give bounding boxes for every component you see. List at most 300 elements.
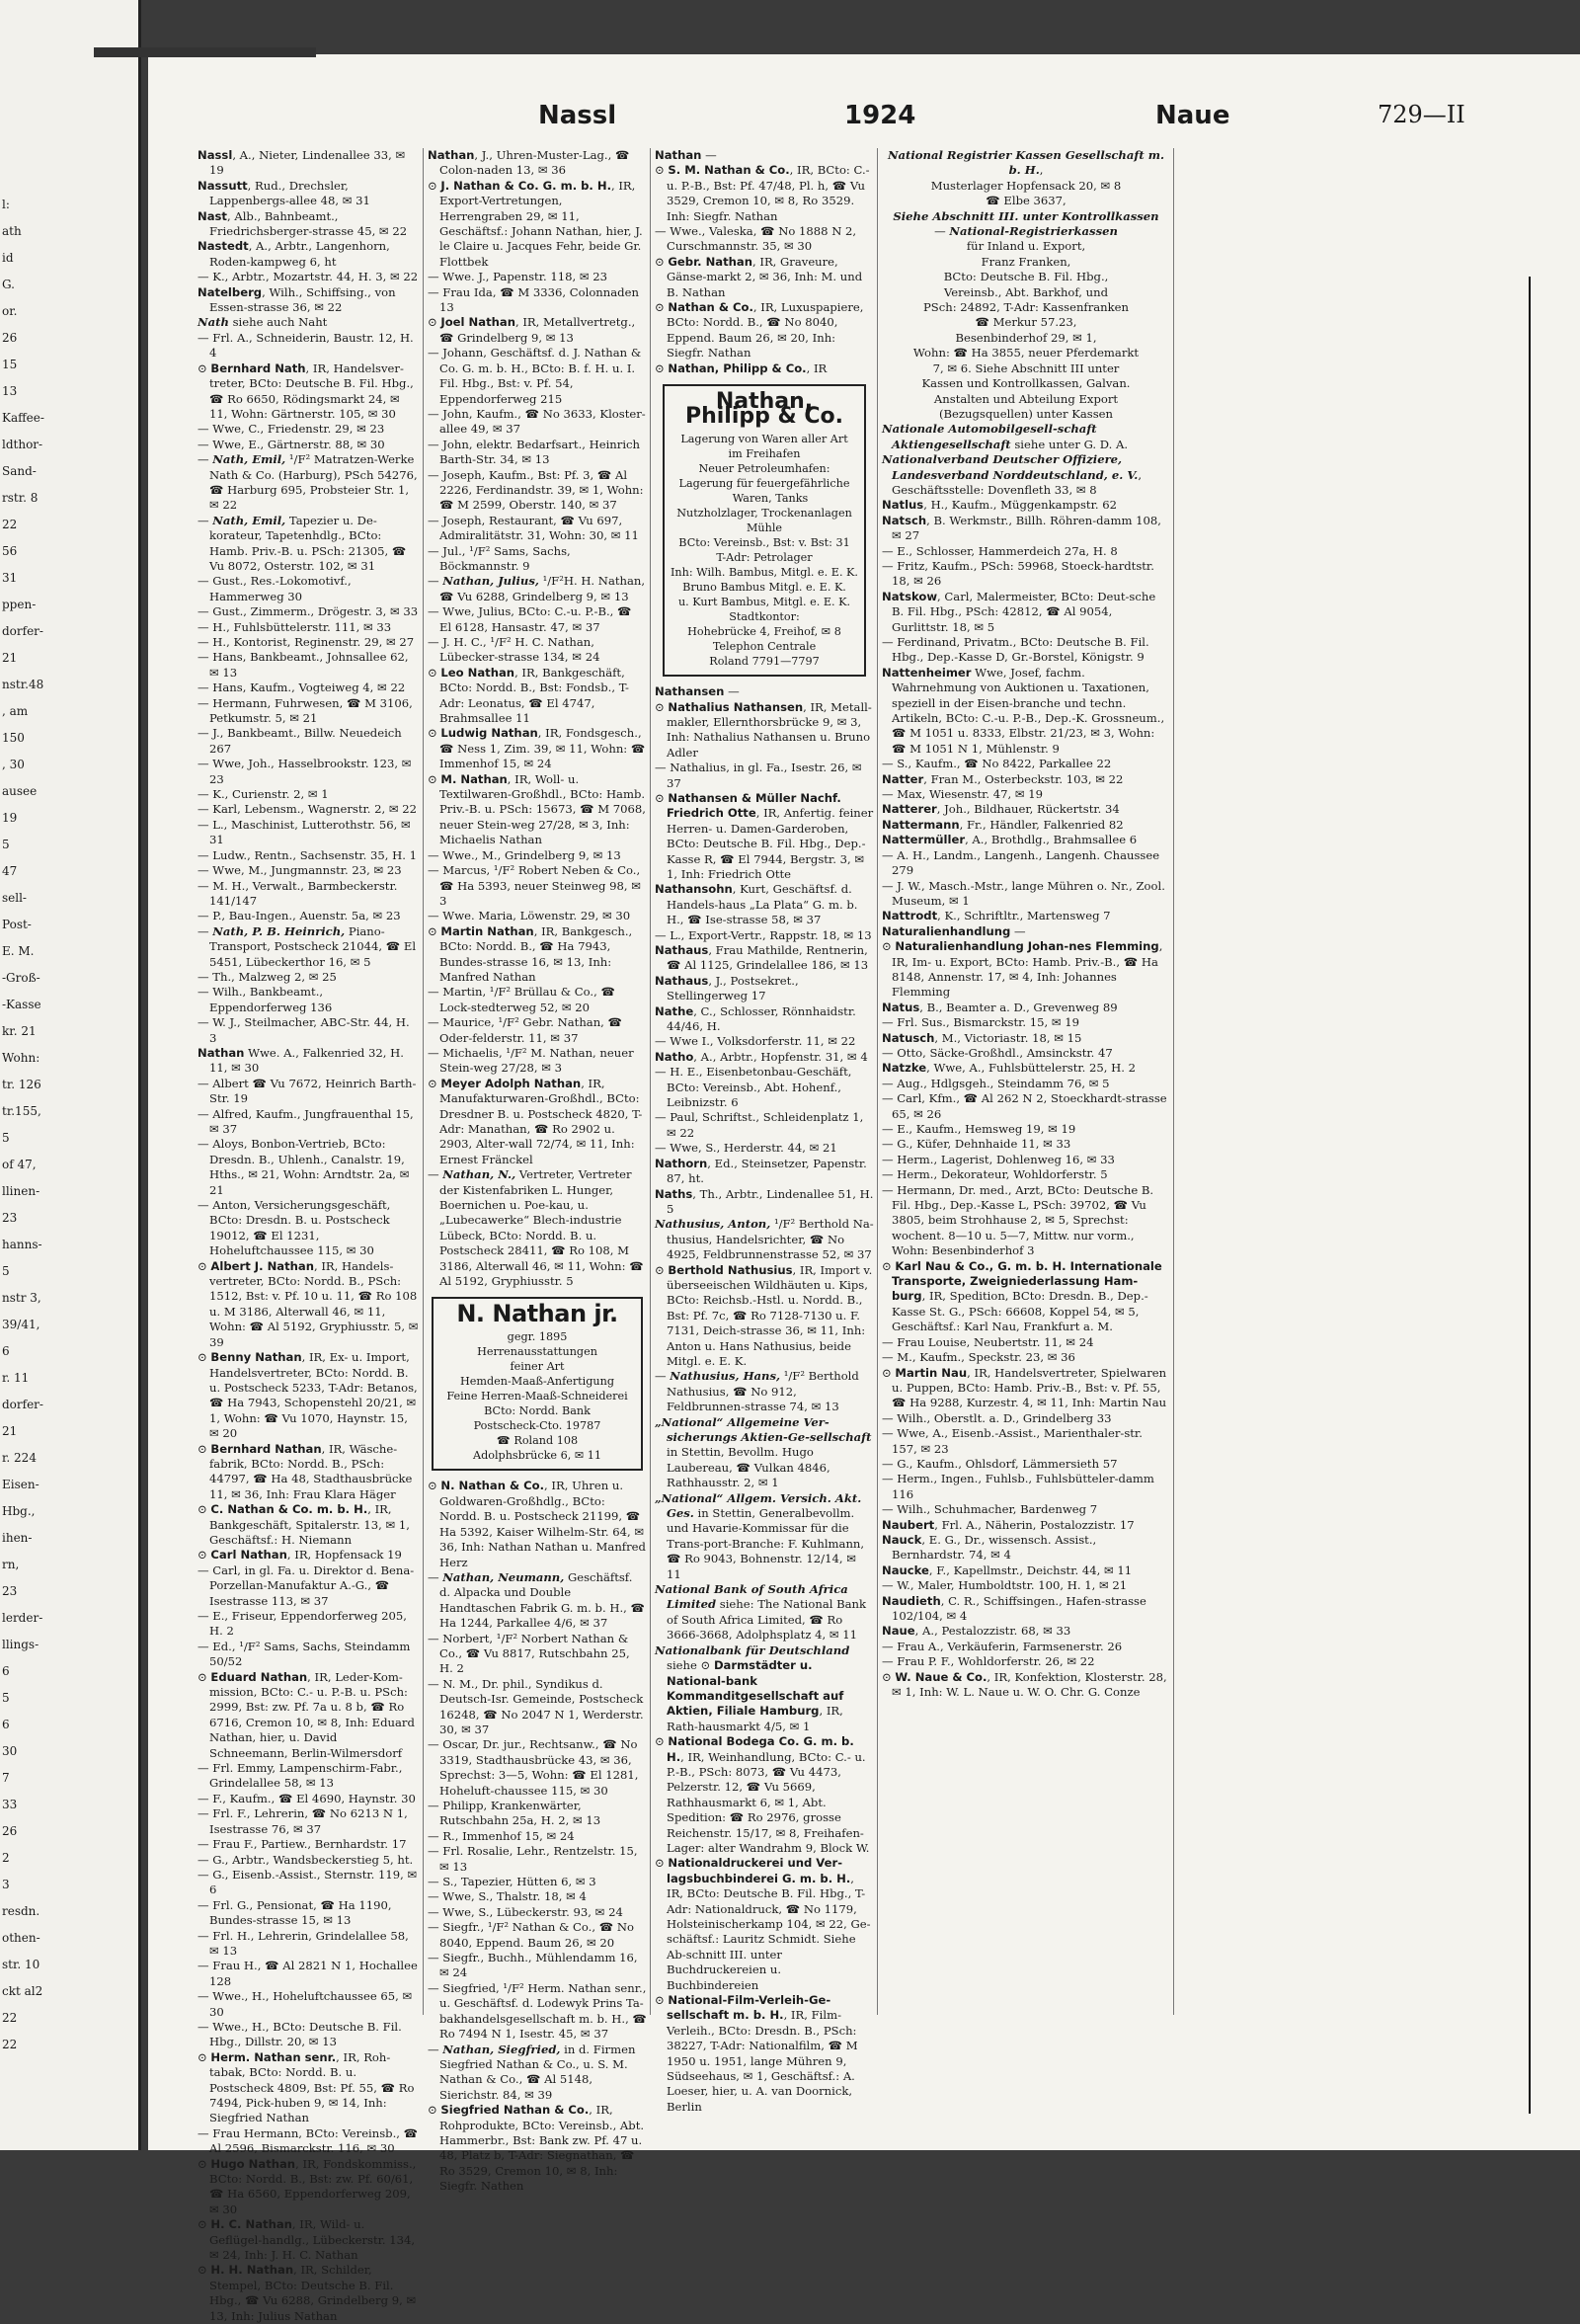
directory-entry: — Gust., Zimmerm., Drögestr. 3, ✉ 33 <box>198 604 419 619</box>
directory-entry: — Nathan, Siegfried, in d. Firmen Siegfried Nathan & Co., u. S. M. Nathan & Co., ☎ Al 5148, Sierichstr. 84, ✉ 39 <box>428 2042 636 2102</box>
prev-page-fragment: 2 <box>2 1851 10 1865</box>
directory-entry: — Ferdinand, Privatm., BCto: Deutsche B. Fil. Hbg., Dep.-Kasse D, Gr.-Borstel, Königstr. 9 <box>882 635 1149 665</box>
directory-entry: ⊙ Gebr. Nathan, IR, Graveure, Gänse-markt 2, ✉ 36, Inh: M. und B. Nathan <box>655 254 863 299</box>
directory-entry: — Wilh., Bankbeamt., Eppendorferweg 136 <box>198 985 333 1014</box>
directory-entry: — Wwe, S., Herderstr. 44, ✉ 21 <box>655 1141 837 1156</box>
directory-entry: — Anton, Versicherungsgeschäft, BCto: Dresdn. B. u. Postscheck 19012, ☎ El 1231, Hoheluftchaussee 115, ✉ 30 <box>198 1198 391 1258</box>
ad-line: Herrenausstattungen <box>477 1345 597 1359</box>
prev-page-fragment: lerder- <box>2 1611 43 1625</box>
prev-page-fragment: 22 <box>2 2011 18 2025</box>
directory-entry: — N. M., Dr. phil., Syndikus d. Deutsch-Isr. Gemeinde, Postscheck 16248, ☎ No 2047 N 1, Werderstr. 30, ✉ 37 <box>428 1676 644 1736</box>
directory-entry: — H. E., Eisenbetonbau-Geschäft, BCto: Vereinsb., Abt. Hohenf., Leibnizstr. 6 <box>655 1065 852 1110</box>
directory-entry: — Philipp, Krankenwärter, Rutschbahn 25a, H. 2, ✉ 13 <box>428 1799 601 1828</box>
directory-entry: — A. H., Landm., Langenh., Langenh. Chaussee 279 <box>882 847 1160 878</box>
directory-entry: ⊙ W. Naue & Co., IR, Konfektion, Klosterstr. 28, ✉ 1, Inh: W. L. Naue u. W. O. Chr. G. Conze <box>882 1669 1167 1700</box>
prev-page-fragment: 5 <box>2 1691 10 1705</box>
prev-page-fragment: 23 <box>2 1584 18 1598</box>
directory-entry: ⊙ Hugo Nathan, IR, Fondskommiss., BCto: Nordd. B., Bst: zw. Pf. 60/61, ☎ Ha 6560, Eppendorferweg 209, ✉ 30 <box>198 2156 417 2216</box>
prev-page-fragment: 21 <box>2 1424 18 1438</box>
directory-entry: ⊙ Nationaldruckerei und Ver-lagsbuchbinderei G. m. b. H., IR, BCto: Deutsche B. Fil. Hbg., T-Adr: Nationaldruck, ☎ No 1179, Holsteinischerkamp 104, ✉ 22, Ge-schäftsf.: Lauritz Schmidt. Siehe Ab-schnitt III. unter Buchdruckereien u. Buchbindereien <box>655 1856 871 1992</box>
directory-entry: — Frau Hermann, BCto: Vereinsb., ☎ Al 2596, Bismarckstr. 116, ✉ 30 <box>198 2125 419 2156</box>
directory-entry: — Wwe I., Volksdorferstr. 11, ✉ 22 <box>655 1034 856 1049</box>
directory-entry: — Nathan, N., Vertreter, Vertreter der Kistenfabriken L. Hunger, Boernichen u. Poe-kau, u. „Lubecawerke“ Blech-industrie Lübeck, BCto: Nordd. B. u. Postscheck 28411, ☎ Ro 108, M 3186, Alterwall 46, ✉ 11, Wohn: ☎ Al 5192, Gryphiusstr. 5 <box>428 1167 644 1289</box>
directory-entry: — E., Friseur, Eppendorferweg 205, H. 2 <box>198 1609 407 1639</box>
prev-page-fragment: 30 <box>2 1744 18 1758</box>
column-divider <box>877 148 878 2015</box>
directory-entry: — Siegfr., ¹/F² Nathan & Co., ☎ No 8040, Eppend. Baum 26, ✉ 20 <box>428 1920 634 1950</box>
directory-entry: Natskow, Carl, Malermeister, BCto: Deut-sche B. Fil. Hbg., PSch: 42812, ☎ Al 9054, Gurlittstr. 18, ✉ 5 <box>882 589 1156 634</box>
directory-entry: ⊙ National Bodega Co. G. m. b. H., IR, Weinhandlung, BCto: C.- u. P.-B., PSch: 8073, ☎ Vu 4473, Pelzerstr. 12, ☎ Vu 5669, Rathhausmarkt 6, ✉ 1, Abt. Spedition: ☎ Ro 2976, grosse Reichenstr. 15/17, ✉ 8, Freihafen-Lager: alter Wandrahm 9, Block W. <box>655 1734 870 1855</box>
directory-entry: Nattenheimer Wwe, Josef, fachm. Wahrnehmung von Auktionen u. Taxationen, speziell in der Eisen-branche und techn. Artikeln, BCto: C.-u. P.-B., Dep.-K. Grossneum., ☎ M 1051 u. 8333, Elbstr. 21/23, ✉ 3, Wohn: ☎ M 1051 N 1, Mühlenstr. 9 <box>882 665 1165 756</box>
ad-line: feiner Art <box>510 1360 565 1374</box>
page-top-rule <box>94 47 316 57</box>
directory-entry: Nathansohn, Kurt, Geschäftsf. d. Handels-haus „La Plata“ G. m. b. H., ☎ Ise-strasse 58, ✉ 37 <box>655 882 858 927</box>
directory-entry: Nathan Wwe. A., Falkenried 32, H. 11, ✉ 30 <box>198 1045 404 1076</box>
directory-entry: — Wwe. Maria, Löwenstr. 29, ✉ 30 <box>428 909 631 923</box>
previous-page-edge <box>0 0 141 2150</box>
directory-entry: — Carl, in gl. Fa. u. Direktor d. Bena-Porzellan-Manufaktur A.-G., ☎ Isestrasse 113, ✉ 37 <box>198 1563 415 1608</box>
header-first-entry: Nassl <box>538 101 617 130</box>
directory-entry: — S., Tapezier, Hütten 6, ✉ 3 <box>428 1875 596 1889</box>
prev-page-fragment: ldthor- <box>2 438 43 451</box>
directory-entry: ⊙ Nathan, Philipp & Co., IR <box>655 361 828 375</box>
directory-entry: Franz Franken, <box>981 254 1071 269</box>
directory-entry: ⊙ Nathan & Co., IR, Luxuspapiere, BCto: Nordd. B., ☎ No 8040, Eppend. Baum 26, ✉ 20, Inh: Siegfr. Nathan <box>655 300 864 361</box>
directory-entry: Nassutt, Rud., Drechsler, Lappenbergs-allee 48, ✉ 31 <box>198 178 370 208</box>
directory-entry: Besenbinderhof 29, ✉ 1, <box>955 330 1097 345</box>
directory-entry: ⊙ Martin Nau, IR, Handelsvertreter, Spielwaren u. Puppen, BCto: Hamb. Priv.-B., Bst: v. Pf. 55, ☎ Ha 9288, Kurzestr. 4, ✉ 11, Inh: Martin Nau <box>882 1365 1167 1410</box>
directory-entry: — G., Eisenb.-Assist., Sternstr. 119, ✉ 6 <box>198 1867 418 1897</box>
directory-entry: Nathan — <box>655 148 717 162</box>
ad-line: Mühle <box>746 521 783 535</box>
directory-entry: — Albert ☎ Vu 7672, Heinrich Barth-Str. 19 <box>198 1076 417 1106</box>
directory-entry: — Wwe., H., Hoheluftchaussee 65, ✉ 30 <box>198 1989 413 2019</box>
prev-page-fragment: -Kasse <box>2 998 41 1011</box>
directory-entry: Kassen und Kontrollkassen, Galvan. <box>921 376 1131 391</box>
prev-page-fragment: ihen- <box>2 1531 33 1545</box>
directory-entry: ⊙ H. C. Nathan, IR, Wild- u. Geflügel-handlg., Lübeckerstr. 134, ✉ 24, Inh: J. H. C. Nathan <box>198 2217 416 2263</box>
directory-entry: ⊙ C. Nathan & Co. m. b. H., IR, Bankgeschäft, Spitalerstr. 13, ✉ 1, Geschäftsf.: H. Niemann <box>198 1502 410 1547</box>
directory-entry: — Frl. Emmy, Lampenschirm-Fabr., Grindelallee 58, ✉ 13 <box>198 1761 403 1791</box>
directory-entry: — Wilh., Oberstlt. a. D., Grindelberg 33 <box>882 1410 1112 1425</box>
directory-entry: — E., Schlosser, Hammerdeich 27a, H. 8 <box>882 543 1118 558</box>
directory-entry: Nattermüller, A., Brothdlg., Brahmsallee 6 <box>882 833 1138 847</box>
directory-entry: — Joseph, Kaufm., Bst: Pf. 3, ☎ Al 2226, Ferdinandstr. 39, ✉ 1, Wohn: ☎ M 2599, Oberstr. 140, ✉ 37 <box>428 467 644 513</box>
directory-entry: National Registrier Kassen Gesellschaft m. b. H., <box>887 148 1165 178</box>
directory-entry: — Maurice, ¹/F² Gebr. Nathan, ☎ Oder-felderstr. 11, ✉ 37 <box>428 1015 622 1045</box>
directory-entry: — E., Kaufm., Hemsweg 19, ✉ 19 <box>882 1122 1076 1136</box>
directory-entry: ⊙ H. H. Nathan, IR, Schilder, Stempel, BCto: Deutsche B. Fil. Hbg., ☎ Vu 6288, Grindelberg 9, ✉ 13, Inh: Julius Nathan <box>198 2263 417 2323</box>
page-edge-line <box>1529 277 1531 2114</box>
prev-page-fragment: -Groß- <box>2 971 40 985</box>
directory-entry: — Aug., Hdlgsgeh., Steindamm 76, ✉ 5 <box>882 1076 1110 1090</box>
prev-page-fragment: 26 <box>2 331 18 345</box>
prev-page-fragment: dorfer- <box>2 1398 43 1411</box>
directory-entry: Natusch, M., Victoriastr. 18, ✉ 15 <box>882 1030 1082 1045</box>
directory-entry: Nassl, A., Nieter, Lindenallee 33, ✉ 19 <box>198 148 406 178</box>
prev-page-fragment: 33 <box>2 1798 18 1811</box>
directory-entry: — Johann, Geschäftsf. d. J. Nathan & Co. G. m. b. H., BCto: B. f. H. u. I. Fil. Hbg., Bst: v. Pf. 54, Eppendorferweg 215 <box>428 346 642 406</box>
prev-page-fragment: , 30 <box>2 758 25 771</box>
directory-entry: — Wwe., H., BCto: Deutsche B. Fil. Hbg., Dillstr. 20, ✉ 13 <box>198 2019 402 2049</box>
directory-entry: ⊙ Joel Nathan, IR, Metallvertretg., ☎ Grindelberg 9, ✉ 13 <box>428 315 636 345</box>
directory-entry: — Herm., Ingen., Fuhlsb., Fuhlsbütteler-damm 116 <box>882 1472 1154 1501</box>
directory-entry: ⊙ Meyer Adolph Nathan, IR, Manufakturwaren-Großhdl., BCto: Dresdner B. u. Postscheck 4820, T-Adr: Manathan, ☎ Ro 2902 u. 2903, Alter-wall 72/74, ✉ 11, Inh: Ernest Fränckel <box>428 1076 643 1166</box>
directory-entry: ⊙ Benny Nathan, IR, Ex- u. Import, Handelsvertreter, BCto: Nordd. B. u. Postscheck 5233, T-Adr: Betanos, ☎ Ha 7943, Schopenstehl 20/21, ✉ 1, Wohn: ☎ Vu 1070, Haynstr. 15, ✉ 20 <box>198 1350 418 1441</box>
directory-entry: — Frau H., ☎ Al 2821 N 1, Hochallee 128 <box>198 1959 418 1988</box>
directory-entry: — Nath, Emil, ¹/F² Matratzen-Werke Nath & Co. (Harburg), PSch 54276, ☎ Harburg 695, Probsteier Str. 1, ✉ 22 <box>198 452 418 513</box>
prev-page-fragment: 22 <box>2 518 18 531</box>
directory-entry: — G., Kaufm., Ohlsdorf, Lämmersieth 57 <box>882 1456 1118 1471</box>
prev-page-fragment: ckt al2 <box>2 1984 43 1998</box>
ad-line: Postscheck-Cto. 19787 <box>473 1419 601 1433</box>
prev-page-fragment: Sand- <box>2 464 37 478</box>
directory-entry: Musterlager Hopfensack 20, ✉ 8 <box>930 178 1122 193</box>
prev-page-fragment: of 47, <box>2 1158 37 1171</box>
directory-entry: — Nath, P. B. Heinrich, Piano-Transport, Postscheck 21044, ☎ El 5451, Lübeckerthor 16, ✉ 5 <box>198 923 417 969</box>
directory-entry: — Frau Louise, Neubertstr. 11, ✉ 24 <box>882 1334 1094 1349</box>
directory-entry: Nationalbank für Deutschland siehe ⊙ Darmstädter u. National-bank Kommanditgesellschaft auf Aktien, Filiale Hamburg, IR, Rath-hausmarkt 4/5, ✉ 1 <box>655 1643 850 1733</box>
directory-entry: — National-Registrierkassen <box>934 224 1118 239</box>
directory-entry: Nattrodt, K., Schriftltr., Martensweg 7 <box>882 909 1111 923</box>
directory-entry: ⊙ Herm. Nathan senr., IR, Roh-tabak, BCto: Nordd. B. u. Postscheck 4809, Bst: Pf. 55, ☎ Ro 7494, Pick-huben 9, ✉ 14, Inh: Siegfried Nathan <box>198 2049 415 2125</box>
directory-entry: Natsch, B. Werkmstr., Billh. Röhren-damm 108, ✉ 27 <box>882 513 1161 543</box>
advertisement-n-nathan-jr <box>432 1297 643 1471</box>
directory-entry: Nationalverband Deutscher Offiziere, Landesverband Norddeutschland, e. V., Geschäftsstelle: Dovenfleth 33, ✉ 8 <box>882 452 1143 497</box>
ad-title: N. Nathan jr. <box>456 1300 618 1328</box>
directory-entry: — Nathan, Neumann, Geschäftsf. d. Alpacka und Double Handtaschen Fabrik G. m. b. H., ☎ Ha 1244, Parkallee 4/6, ✉ 37 <box>428 1569 645 1631</box>
prev-page-fragment: ath <box>2 224 22 238</box>
ad-line: Hemden-Maaß-Anfertigung <box>459 1375 614 1389</box>
prev-page-fragment: 15 <box>2 358 18 371</box>
directory-entry: Natus, B., Beamter a. D., Grevenweg 89 <box>882 1000 1118 1014</box>
prev-page-fragment: Wohn: <box>2 1051 40 1065</box>
prev-page-fragment: Post- <box>2 918 32 931</box>
prev-page-fragment: ausee <box>2 784 38 798</box>
directory-entry: — Frau P. F., Wohldorferstr. 26, ✉ 22 <box>882 1654 1095 1669</box>
prev-page-fragment: , am <box>2 704 29 718</box>
ad-line: T-Adr: Petrolager <box>716 551 813 565</box>
directory-entry: — Gust., Res.-Lokomotivf., Hammerweg 30 <box>198 574 352 603</box>
directory-entry: — Frl. Rosalie, Lehr., Rentzelstr. 15, ✉ 13 <box>428 1844 638 1874</box>
directory-entry: ☎ Merkur 57.23, <box>975 315 1077 330</box>
directory-entry: — J., Bankbeamt., Billw. Neuedeich 267 <box>198 726 402 756</box>
directory-entry: Naths, Th., Arbtr., Lindenallee 51, H. 5 <box>655 1186 874 1216</box>
ad-line: ☎ Roland 108 <box>496 1434 579 1448</box>
directory-entry: — Ludw., Rentn., Sachsenstr. 35, H. 1 <box>198 847 418 862</box>
directory-entry: — Nathusius, Hans, ¹/F² Berthold Nathusius, ☎ No 912, Feldbrunnen-strasse 74, ✉ 13 <box>655 1369 859 1414</box>
directory-entry: Naturalienhandlung — <box>882 923 1026 938</box>
directory-entry: Natzke, Wwe, A., Fuhlsbüttelerstr. 25, H. 2 <box>882 1061 1137 1076</box>
ad-line: u. Kurt Bambus, Mitgl. e. E. K. <box>677 596 851 609</box>
directory-entry: — Norbert, ¹/F² Norbert Nathan & Co., ☎ Vu 8817, Rutschbahn 25, H. 2 <box>428 1631 630 1676</box>
directory-entry: — Frl. F., Lehrerin, ☎ No 6213 N 1, Isestrasse 76, ✉ 37 <box>198 1806 408 1836</box>
directory-entry: — Hermann, Dr. med., Arzt, BCto: Deutsche B. Fil. Hbg., Dep.-Kasse L, PSch: 39702, ☎ Vu 3805, beim Strohhause 2, ✉ 5, Sprechst: wochent. 8—10 u. 5—7, Mittw. nur vorm., Wohn: Besenbinderhof 3 <box>882 1182 1154 1258</box>
directory-entry: — Herm., Lagerist, Dohlenweg 16, ✉ 33 <box>882 1152 1115 1166</box>
prev-page-fragment: 47 <box>2 864 18 878</box>
ad-line: Lagerung für feuergefährliche Waren, Tanks <box>678 477 850 506</box>
directory-entry: ⊙ Carl Nathan, IR, Hopfensack 19 <box>198 1548 402 1563</box>
directory-entry: Nationale Automobilgesell-schaft Aktiengesellschaft siehe unter G. D. A. <box>882 422 1129 451</box>
directory-entry: Nathusius, Anton, ¹/F² Berthold Na-thusius, Handelsrichter, ☎ No 4925, Feldbrunnenstrasse 52, ✉ 37 <box>655 1217 874 1262</box>
directory-entry: — Jul., ¹/F² Sams, Sachs, Böckmannstr. 9 <box>428 543 571 573</box>
prev-page-fragment: 22 <box>2 2038 18 2051</box>
prev-page-fragment: 150 <box>2 731 25 745</box>
prev-page-fragment: 6 <box>2 1664 10 1678</box>
directory-column-1 <box>198 148 419 2324</box>
directory-entry: ⊙ Karl Nau & Co., G. m. b. H. Internationale Transporte, Zweigniederlassung Ham-burg, IR, Spedition, BCto: Dresdn. B., Dep.-Kasse St. G., PSch: 66608, Koppel 54, ✉ 5, Geschäftsf.: Karl Nau, Frankfurt a. M. <box>882 1258 1162 1334</box>
ad-line: Stadtkontor: <box>729 610 800 624</box>
prev-page-fragment: othen- <box>2 1931 40 1945</box>
directory-entry: — Nathan, Julius, ¹/F²H. H. Nathan, ☎ Vu 6288, Grindelberg 9, ✉ 13 <box>428 574 646 603</box>
prev-page-fragment: 5 <box>2 1131 10 1145</box>
prev-page-fragment: 39/41, <box>2 1318 40 1331</box>
directory-entry: — Ed., ¹/F² Sams, Sachs, Steindamm 50/52 <box>198 1639 411 1669</box>
directory-entry: — Frau F., Partiew., Bernhardstr. 17 <box>198 1837 407 1852</box>
directory-entry: Nastedt, A., Arbtr., Langenhorn, Roden-kampweg 6, ht <box>198 239 390 269</box>
ad-line: im Freihafen <box>728 447 801 461</box>
directory-entry: — Marcus, ¹/F² Robert Neben & Co., ☎ Ha 5393, neuer Steinweg 98, ✉ 3 <box>428 863 641 908</box>
directory-entry: ⊙ Nathalius Nathansen, IR, Metall-makler, Ellernthorsbrücke 9, ✉ 3, Inh: Nathalius Nathansen u. Bruno Adler <box>655 699 872 760</box>
directory-entry: — Frl. H., Lehrerin, Grindelallee 58, ✉ 13 <box>198 1928 409 1958</box>
directory-entry: Naucke, F., Kapellmstr., Deichstr. 44, ✉ 11 <box>882 1563 1133 1577</box>
ad-line: BCto: Nordd. Bank <box>484 1404 591 1418</box>
prev-page-fragment: llings- <box>2 1638 40 1651</box>
directory-entry: — Frau A., Verkäuferin, Farmsenerstr. 26 <box>882 1639 1123 1653</box>
directory-entry: — K., Curienstr. 2, ✉ 1 <box>198 787 329 802</box>
ad-line: Lagerung von Waren aller Art <box>680 433 848 446</box>
directory-entry: ⊙ Bernhard Nath, IR, Handelsver-treter, BCto: Deutsche B. Fil. Hbg., ☎ Ro 6650, Rödingsmarkt 24, ✉ 11, Wohn: Gärtnerstr. 105, ✉ 30 <box>198 361 414 421</box>
directory-entry: — Wwe, S., Thalstr. 18, ✉ 4 <box>428 1889 587 1904</box>
directory-entry: — L., Maschinist, Lutterothstr. 56, ✉ 31 <box>198 817 411 847</box>
directory-entry: Nauck, E. G., Dr., wissensch. Assist., Bernhardstr. 74, ✉ 4 <box>882 1532 1097 1563</box>
directory-entry: — Max, Wiesenstr. 47, ✉ 19 <box>882 787 1044 802</box>
directory-entry: — Frl. G., Pensionat, ☎ Ha 1190, Bundes-strasse 15, ✉ 13 <box>198 1897 392 1928</box>
directory-entry: ⊙ Albert J. Nathan, IR, Handels-vertreter, BCto: Nordd. B., PSch: 1512, Bst: v. Pf. 10 u. 11, ☎ Ro 108 u. M 3186, Alterwall 46, ✉ 11, Wohn: ☎ Al 5192, Gryphiusstr. 5, ✉ 39 <box>198 1258 419 1349</box>
directory-entry: National Bank of South Africa Limited siehe: The National Bank of South Africa Limited, ☎ Ro 3666-3668, Adolphsplatz 4, ✉ 11 <box>655 1582 867 1643</box>
prev-page-fragment: llinen- <box>2 1184 40 1198</box>
directory-entry: (Bezugsquellen) unter Kassen <box>938 406 1114 421</box>
ad-line: gegr. 1895 <box>507 1330 568 1344</box>
prev-page-fragment: kr. 21 <box>2 1024 37 1038</box>
prev-page-fragment: 26 <box>2 1824 18 1838</box>
ad-line: Inh: Wilh. Bambus, Mitgl. e. E. K. <box>671 566 858 580</box>
directory-entry: — Nath, Emil, Tapezier u. De-korateur, Tapetenhdlg., BCto: Hamb. Priv.-B. u. PSch: 21305, ☎ Vu 8072, Osterstr. 102, ✉ 31 <box>198 513 407 573</box>
prev-page-fragment: resdn. <box>2 1904 40 1918</box>
directory-entry: ⊙ Eduard Nathan, IR, Leder-Kom-mission, BCto: C.- u. P.-B. u. PSch: 2999, Bst: zw. Pf. 7a u. 8 b, ☎ Ro 6716, Cremon 10, ✉ 8, Inh: Eduard Nathan, hier, u. David Schneemann, Berlin-Wilmersdorf <box>198 1669 415 1760</box>
prev-page-fragment: r. 11 <box>2 1371 30 1385</box>
prev-page-fragment: dorfer- <box>2 624 43 638</box>
directory-entry: Siehe Abschnitt III. unter Kontrollkassen <box>893 208 1159 223</box>
directory-entry: — Michaelis, ¹/F² M. Nathan, neuer Stein-weg 27/28, ✉ 3 <box>428 1045 634 1076</box>
ad-line: Bruno Bambus Mitgl. e. E. K. <box>682 581 846 595</box>
directory-entry: — Wwe., Valeska, ☎ No 1888 N 2, Curschmannstr. 35, ✉ 30 <box>655 224 857 254</box>
directory-entry: — G., Arbtr., Wandsbeckerstieg 5, ht. <box>198 1852 414 1867</box>
column-divider <box>650 148 651 2015</box>
prev-page-fragment: Hbg., <box>2 1504 36 1518</box>
directory-entry: — J. W., Masch.-Mstr., lange Mühren o. Nr., Zool. Museum, ✉ 1 <box>882 878 1165 908</box>
prev-page-fragment: id <box>2 251 14 265</box>
directory-entry: — John, elektr. Bedarfsart., Heinrich Barth-Str. 34, ✉ 13 <box>428 437 640 467</box>
directory-entry: Natelberg, Wilh., Schiffsing., von Essen-strasse 36, ✉ 22 <box>198 284 396 315</box>
prev-page-fragment: l: <box>2 198 10 211</box>
directory-entry: — P., Bau-Ingen., Auenstr. 5a, ✉ 23 <box>198 909 401 923</box>
column-divider <box>1173 148 1174 2015</box>
prev-page-fragment: nstr.48 <box>2 678 44 691</box>
directory-entry: Nast, Alb., Bahnbeamt., Friedrichsberger-strasse 45, ✉ 22 <box>198 208 408 239</box>
directory-entry: für Inland u. Export, <box>966 239 1086 254</box>
directory-entry: ⊙ Bernhard Nathan, IR, Wäsche-fabrik, BCto: Nordd. B., PSch: 44797, ☎ Ha 48, Stadthausbrücke 11, ✉ 36, Inh: Frau Klara Häger <box>198 1441 413 1501</box>
directory-entry: — Joseph, Restaurant, ☎ Vu 697, Admiralitätstr. 31, Wohn: 30, ✉ 11 <box>428 513 639 543</box>
directory-entry: — Frau Ida, ☎ M 3336, Colonnaden 13 <box>428 284 639 315</box>
ad-line: BCto: Vereinsb., Bst: v. Bst: 31 <box>678 536 850 550</box>
ad-line: Hohebrücke 4, Freihof, ✉ 8 <box>687 625 841 639</box>
directory-column-4 <box>882 148 1170 1700</box>
directory-entry: Naue, A., Pestalozzistr. 68, ✉ 33 <box>882 1624 1071 1639</box>
directory-entry: ⊙ Siegfried Nathan & Co., IR, Rohprodukte, BCto: Vereinsb., Abt. Hammerbr., Bst: Bank zw. Pf. 47 u. 48, Platz b, T-Adr: Siegnathan, ☎ Ro 3529, Cremon 10, ✉ 8, Inh: Siegfr. Nathen <box>428 2103 645 2194</box>
directory-entry: Vereinsb., Abt. Barkhof, und <box>943 284 1109 299</box>
directory-entry: — Hermann, Fuhrwesen, ☎ M 3106, Petkumstr. 5, ✉ 21 <box>198 695 413 726</box>
ad-title: Nathan, Philipp & Co. <box>684 389 844 430</box>
prev-page-fragment: rn, <box>2 1558 20 1571</box>
prev-page-fragment: str. 10 <box>2 1958 40 1971</box>
prev-page-fragment: Kaffee- <box>2 411 44 425</box>
directory-entry: Nathorn, Ed., Steinsetzer, Papenstr. 87, ht. <box>655 1156 867 1186</box>
directory-entry: — W., Maler, Humboldtstr. 100, H. 1, ✉ 21 <box>882 1578 1128 1593</box>
directory-entry: ⊙ J. Nathan & Co. G. m. b. H., IR, Export-Vertretungen, Herrengraben 29, ✉ 11, Geschäftsf.: Johann Nathan, hier, J. le Claire u. Jacques Fehr, beide Gr. Flottbek <box>428 178 643 269</box>
directory-entry: — Wwe, Julius, BCto: C.-u. P.-B., ☎ El 6128, Hansastr. 47, ✉ 37 <box>428 604 632 634</box>
prev-page-fragment: 7 <box>2 1771 10 1785</box>
directory-entry: — Alfred, Kaufm., Jungfrauenthal 15, ✉ 37 <box>198 1106 414 1136</box>
directory-entry: — S., Kaufm., ☎ No 8422, Parkallee 22 <box>882 757 1112 771</box>
directory-entry: — Aloys, Bonbon-Vertrieb, BCto: Dresdn. B., Uhlenh., Canalstr. 19, Hths., ✉ 21, Wohn: Arndtstr. 2a, ✉ 21 <box>198 1137 410 1197</box>
directory-entry: ⊙ Berthold Nathusius, IR, Import v. überseeischen Wildhäuten u. Kips, BCto: Reichsb.-Hstl. u. Nordd. B., Bst: Pf. 7c, ☎ Ro 7128-7130 u. F. 7131, Deich-strasse 36, ✉ 11, Inh: Anton u. Hans Nathusius, beide Mitgl. e. E. K. <box>655 1262 873 1368</box>
prev-page-fragment: rstr. 8 <box>2 491 39 505</box>
directory-entry: Natter, Fran M., Osterbeckstr. 103, ✉ 22 <box>882 771 1124 786</box>
ad-line: Telephon Centrale <box>712 640 817 654</box>
directory-entry: ⊙ National-Film-Verleih-Ge-sellschaft m. b. H., IR, Film-Verleih., BCto: Dresdn. B., PSch: 38227, T-Adr: Nationalfilm, ☎ M 1950 u. 1951, lange Mühren 9, Südseehaus, ✉ 1, Geschäftsf.: A. Loeser, hier, u. A. van Doornick, Berlin <box>655 1993 858 2114</box>
ad-line: Roland 7791—7797 <box>709 655 820 669</box>
directory-entry: — M., Kaufm., Speckstr. 23, ✉ 36 <box>882 1350 1075 1365</box>
directory-entry: „National“ Allgem. Versich. Akt. Ges. in Stettin, Generalbevollm. und Havarie-Kommissar für die Trans-port-Branche: F. Kuhlmann, ☎ Ro 9043, Bohnenstr. 12/14, ✉ 11 <box>655 1490 865 1581</box>
directory-entry: — Paul, Schriftst., Schleidenplatz 1, ✉ 22 <box>655 1110 864 1140</box>
directory-entry: — Th., Malzweg 2, ✉ 25 <box>198 969 337 984</box>
directory-entry: — Frl. A., Schneiderin, Baustr. 12, H. 4 <box>198 330 414 361</box>
directory-entry: — J. H. C., ¹/F² H. C. Nathan, Lübecker-strasse 134, ✉ 24 <box>428 635 600 665</box>
directory-entry: — Siegfr., Buchh., Mühlendamm 16, ✉ 24 <box>428 1951 638 1980</box>
directory-entry: — Siegfried, ¹/F² Herm. Nathan senr., u. Geschäftsf. d. Lodewyk Prins Ta-bakhandelsgesellschaft m. b. H., ☎ Ro 7494 N 1, Isestr. 45, ✉ 37 <box>428 1980 647 2042</box>
prev-page-fragment: Eisen- <box>2 1478 40 1491</box>
directory-entry: Wohn: ☎ Ha 3855, neuer Pferdemarkt <box>912 346 1140 361</box>
directory-entry: — Wwe, S., Lübeckerstr. 93, ✉ 24 <box>428 1904 623 1919</box>
prev-page-fragment: or. <box>2 304 18 318</box>
directory-entry: — Wwe, A., Eisenb.-Assist., Marienthaler-str. 157, ✉ 23 <box>882 1426 1143 1456</box>
directory-entry: — Wwe. J., Papenstr. 118, ✉ 23 <box>428 270 607 284</box>
directory-entry: — W. J., Steilmacher, ABC-Str. 44, H. 3 <box>198 1015 410 1045</box>
directory-entry: — M. H., Verwalt., Barmbeckerstr. 141/147 <box>198 878 398 908</box>
prev-page-fragment: r. 224 <box>2 1451 37 1465</box>
directory-entry: — H., Fuhlsbüttelerstr. 111, ✉ 33 <box>198 619 392 634</box>
prev-page-fragment: 3 <box>2 1878 10 1891</box>
prev-page-fragment: 5 <box>2 838 10 851</box>
directory-column-3 <box>655 148 874 2115</box>
directory-entry: Nathaus, J., Postsekret., Stellingerweg 17 <box>655 973 799 1003</box>
directory-entry: 7, ✉ 6. Siehe Abschnitt III unter <box>932 361 1120 375</box>
directory-entry: Natterer, Joh., Bildhauer, Rückertstr. 34 <box>882 802 1120 817</box>
page-number: 729—II <box>1378 101 1465 128</box>
directory-entry: — Wwe., M., Grindelberg 9, ✉ 13 <box>428 847 621 862</box>
directory-entry: — Karl, Lebensm., Wagnerstr. 2, ✉ 22 <box>198 802 418 817</box>
directory-entry: — Hans, Bankbeamt., Johnsallee 62, ✉ 13 <box>198 650 409 680</box>
directory-entry: — K., Arbtr., Mozartstr. 44, H. 3, ✉ 22 <box>198 270 419 284</box>
prev-page-fragment: G. <box>2 278 15 291</box>
prev-page-fragment: 19 <box>2 811 18 825</box>
ad-line: Neuer Petroleumhafen: <box>698 462 830 476</box>
directory-entry: Natlus, H., Kaufm., Müggenkampstr. 62 <box>882 498 1117 513</box>
directory-entry: ⊙ Ludwig Nathan, IR, Fondsgesch., ☎ Ness 1, Zim. 39, ✉ 11, Wohn: ☎ Immenhof 15, ✉ 24 <box>428 726 646 771</box>
prev-page-fragment: ppen- <box>2 598 37 611</box>
directory-entry: — Otto, Säcke-Großhdl., Amsinckstr. 47 <box>882 1045 1113 1060</box>
directory-entry: — H., Kontorist, Reginenstr. 29, ✉ 27 <box>198 635 415 649</box>
directory-entry: Nath siehe auch Naht <box>198 315 328 330</box>
prev-page-fragment: 13 <box>2 384 18 398</box>
directory-entry: — Martin, ¹/F² Brüllau & Co., ☎ Lock-stedterweg 52, ✉ 20 <box>428 985 615 1014</box>
directory-entry: ⊙ M. Nathan, IR, Woll- u. Textilwaren-Großhdl., BCto: Hamb. Priv.-B. u. PSch: 15673, ☎ M 7068, neuer Stein-weg 27/28, ✉ 3, Inh: Michaelis Nathan <box>428 771 646 847</box>
ad-line: Adolphsbrücke 6, ✉ 11 <box>473 1449 601 1463</box>
directory-entry: Nathaus, Frau Mathilde, Rentnerin, ☎ Al 1125, Grindelallee 186, ✉ 13 <box>655 943 869 973</box>
directory-entry: Nathe, C., Schlosser, Rönnhaidstr. 44/46, H. <box>655 1003 856 1034</box>
prev-page-fragment: tr. 126 <box>2 1078 41 1091</box>
directory-entry: Nattermann, Fr., Händler, Falkenried 82 <box>882 817 1124 832</box>
directory-entry: Naudieth, C. R., Schiffsingen., Hafen-strasse 102/104, ✉ 4 <box>882 1593 1146 1623</box>
prev-page-fragment: 56 <box>2 544 18 558</box>
prev-page-fragment: 23 <box>2 1211 18 1225</box>
header-year: 1924 <box>844 101 916 130</box>
ad-line: Feine Herren-Maaß-Schneiderei <box>446 1390 628 1403</box>
directory-entry: — Oscar, Dr. jur., Rechtsanw., ☎ No 3319, Stadthausbrücke 43, ✉ 36, Sprechst: 3—5, Wohn: ☎ El 1281, Hoheluft-chaussee 115, ✉ 30 <box>428 1737 639 1798</box>
directory-entry: — R., Immenhof 15, ✉ 24 <box>428 1828 575 1843</box>
header-last-entry: Naue <box>1155 101 1230 130</box>
prev-page-fragment: sell- <box>2 891 27 905</box>
prev-page-fragment: 31 <box>2 571 18 585</box>
prev-page-fragment: tr.155, <box>2 1104 41 1118</box>
directory-entry: — Wwe, M., Jungmannstr. 23, ✉ 23 <box>198 863 402 878</box>
directory-entry: ⊙ S. M. Nathan & Co., IR, BCto: C.-u. P.-B., Bst: Pf. 47/48, Pl. h, ☎ Vu 3529, Cremon 10, ✉ 8, Ro 3529. Inh: Siegfr. Nathan <box>655 163 870 223</box>
directory-entry: — Nathalius, in gl. Fa., Isestr. 26, ✉ 37 <box>655 761 862 790</box>
directory-entry: „National“ Allgemeine Ver-sicherungs Aktien-Ge-sellschaft in Stettin, Bevollm. Hugo Laubereau, ☎ Vulkan 4846, Rathhausstr. 2, ✉ 1 <box>655 1414 872 1490</box>
directory-entry: — Wwe, E., Gärtnerstr. 88, ✉ 30 <box>198 437 385 451</box>
directory-entry: BCto: Deutsche B. Fil. Hbg., <box>943 270 1109 284</box>
directory-entry: ⊙ Nathansen & Müller Nachf. Friedrich Otte, IR, Anfertig. feiner Herren- u. Damen-Garderoben, BCto: Deutsche B. Fil. Hbg., Dep.-Kasse R, ☎ El 7944, Bergstr. 3, ✉ 1, Inh: Friedrich Otte <box>655 790 874 881</box>
directory-entry: Nathan, J., Uhren-Muster-Lag., ☎ Colon-naden 13, ✉ 36 <box>428 148 630 178</box>
directory-entry: — Frl. Sus., Bismarckstr. 15, ✉ 19 <box>882 1015 1080 1030</box>
directory-entry: ⊙ Naturalienhandlung Johan-nes Flemming, IR, Im- u. Export, BCto: Hamb. Priv.-B., ☎ Ha 8148, Annenstr. 17, ✉ 4, Inh: Johannes Flemming <box>882 939 1163 1000</box>
directory-entry: Nathansen — <box>655 684 740 699</box>
prev-page-fragment: 21 <box>2 651 18 665</box>
advertisement-nathan-philipp <box>663 384 866 677</box>
directory-entry: Natho, A., Arbtr., Hopfenstr. 31, ✉ 4 <box>655 1049 868 1064</box>
prev-page-fragment: 6 <box>2 1718 10 1731</box>
directory-entry: — Carl, Kfm., ☎ Al 262 N 2, Stoeckhardt-strasse 65, ✉ 26 <box>882 1091 1167 1121</box>
directory-entry: — G., Küfer, Dehnhaide 11, ✉ 33 <box>882 1137 1071 1152</box>
directory-column-2 <box>428 148 647 2195</box>
directory-entry: — Wwe, C., Friedenstr. 29, ✉ 23 <box>198 422 385 437</box>
directory-entry: PSch: 24892, T-Adr: Kassenfranken <box>923 300 1129 315</box>
prev-page-fragment: E. M. <box>2 944 35 958</box>
prev-page-fragment: 5 <box>2 1264 10 1278</box>
prev-page-fragment: 6 <box>2 1344 10 1358</box>
directory-entry: — John, Kaufm., ☎ No 3633, Kloster-allee 49, ✉ 37 <box>428 406 646 437</box>
